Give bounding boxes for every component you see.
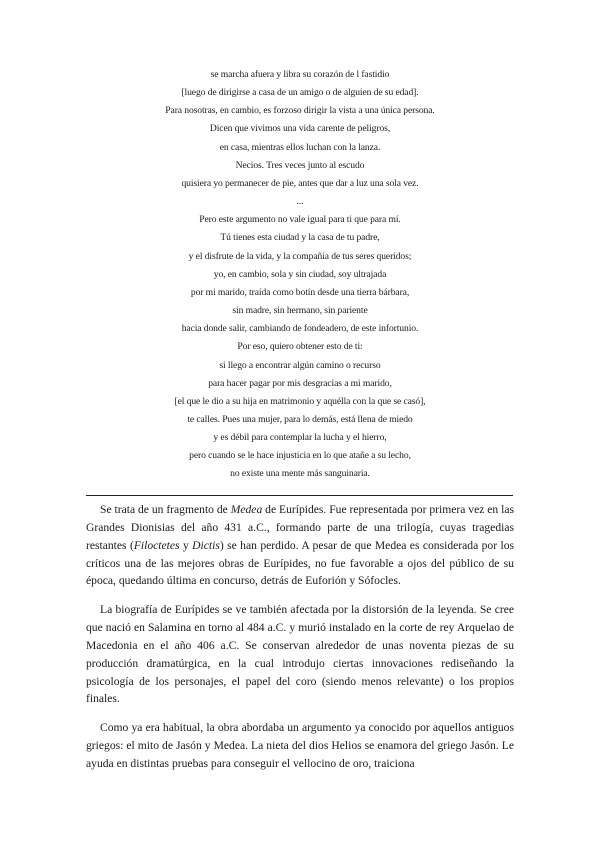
verse-line: [luego de dirigirse a casa de un amigo o de alguien de su edad]. xyxy=(181,87,419,99)
verse-line: y el disfrute de la vida, y la compañía de tus seres queridos; xyxy=(188,250,412,262)
paragraph-text: de Eurípides. Fue representada por primera vez en las Grandes Dionisias del año 431 a.C., formando parte de una trilogía, cuyas tragedias restantes ( xyxy=(86,503,514,552)
verse-line: en casa, mientras ellos luchan con la lanza. xyxy=(219,141,381,153)
verse-line: Por eso, quiero obtener esto de ti: xyxy=(237,341,363,353)
work-title-dictis: Dictis xyxy=(192,538,220,552)
verse-line: [el que le dio a su hija en matrimonio y aquélla con la que se casó], xyxy=(174,395,426,407)
verse-line: Para nosotras, en cambio, es forzoso dirigir la vista a una única persona. xyxy=(165,105,435,117)
paragraph-myth: Como ya era habitual, la obra abordaba un argumento ya conocido por aquellos antiguos griegos: el mito de Jasón y Medea. La nieta del dios Helios se enamora del griego Jasón. Le ayuda en distintas pruebas para conseguir el vellocino de oro, traiciona xyxy=(86,721,514,770)
paragraph-intro xyxy=(86,501,514,590)
paragraph-text: Se trata de un fragmento de xyxy=(100,503,231,516)
verse-line: Pero este argumento no vale igual para ti que para mí. xyxy=(199,214,401,226)
verse-line: por mi marido, traída como botín desde una tierra bárbara, xyxy=(190,286,410,298)
verse-line: para hacer pagar por mis desgracias a mi marido, xyxy=(208,377,392,389)
work-title-filoctetes: Filoctetes xyxy=(133,538,180,552)
verse-line: Dicen que vivimos una vida carente de peligros, xyxy=(209,123,391,135)
verse-line: si llego a encontrar algún camino o recurso xyxy=(219,359,381,371)
verse-line: pero cuando se le hace injusticia en lo que atañe a su lecho, xyxy=(189,450,411,462)
verse-line: se marcha afuera y libra su corazón de l fastidio xyxy=(210,69,390,80)
verse-line: y es débil para contemplar la lucha y el hierro, xyxy=(213,432,387,444)
verse-line: no existe una mente más sanguinaria. xyxy=(230,468,370,480)
paragraph-text: y xyxy=(179,538,193,552)
verse-excerpt xyxy=(100,66,500,484)
commentary-body xyxy=(86,501,514,784)
verse-line: hacia donde salir, cambiando de fondeadero, de este infortunio. xyxy=(181,323,419,335)
verse-ellipsis: ... xyxy=(296,196,304,208)
verse-line: sin madre, sin hermano, sin pariente xyxy=(232,305,368,317)
verse-line: yo, en cambio, sola y sin ciudad, soy ultrajada xyxy=(213,268,387,280)
work-title-medea: Medea xyxy=(230,503,263,516)
section-divider xyxy=(86,495,513,496)
verse-line: quisiera yo permanecer de pie, antes que dar a luz una sola vez. xyxy=(181,177,419,189)
verse-line: Tú tienes esta ciudad y la casa de tu padre, xyxy=(220,232,380,244)
paragraph-biography: La biografía de Eurípides se ve también afectada por la distorsión de la leyenda. Se cree que nació en Salamina en torno al 484 a.C. y murió instalado en la corte de rey Arquelao de Macedonia en el año 406 a.C. Se conservan alrededor de unas noventa piezas de su producción dramatúrgica, en la cual introdujo ciertas innovaciones rediseñando la psicología de los personajes, el papel del coro (siendo menos relevante) o los propios finales. xyxy=(86,603,514,706)
verse-line: Necios. Tres veces junto al escudo xyxy=(235,159,365,171)
paragraph-text: ) se han perdido. A pesar de que Medea es considerada por los críticos una de las mejores obras de Eurípides, no fue favorable a ojos del público de su época, quedando última en concurso, detrás de Euforión y Sófocles. xyxy=(86,538,515,588)
verse-line: te calles. Pues una mujer, para lo demás, está llena de miedo xyxy=(187,413,413,425)
